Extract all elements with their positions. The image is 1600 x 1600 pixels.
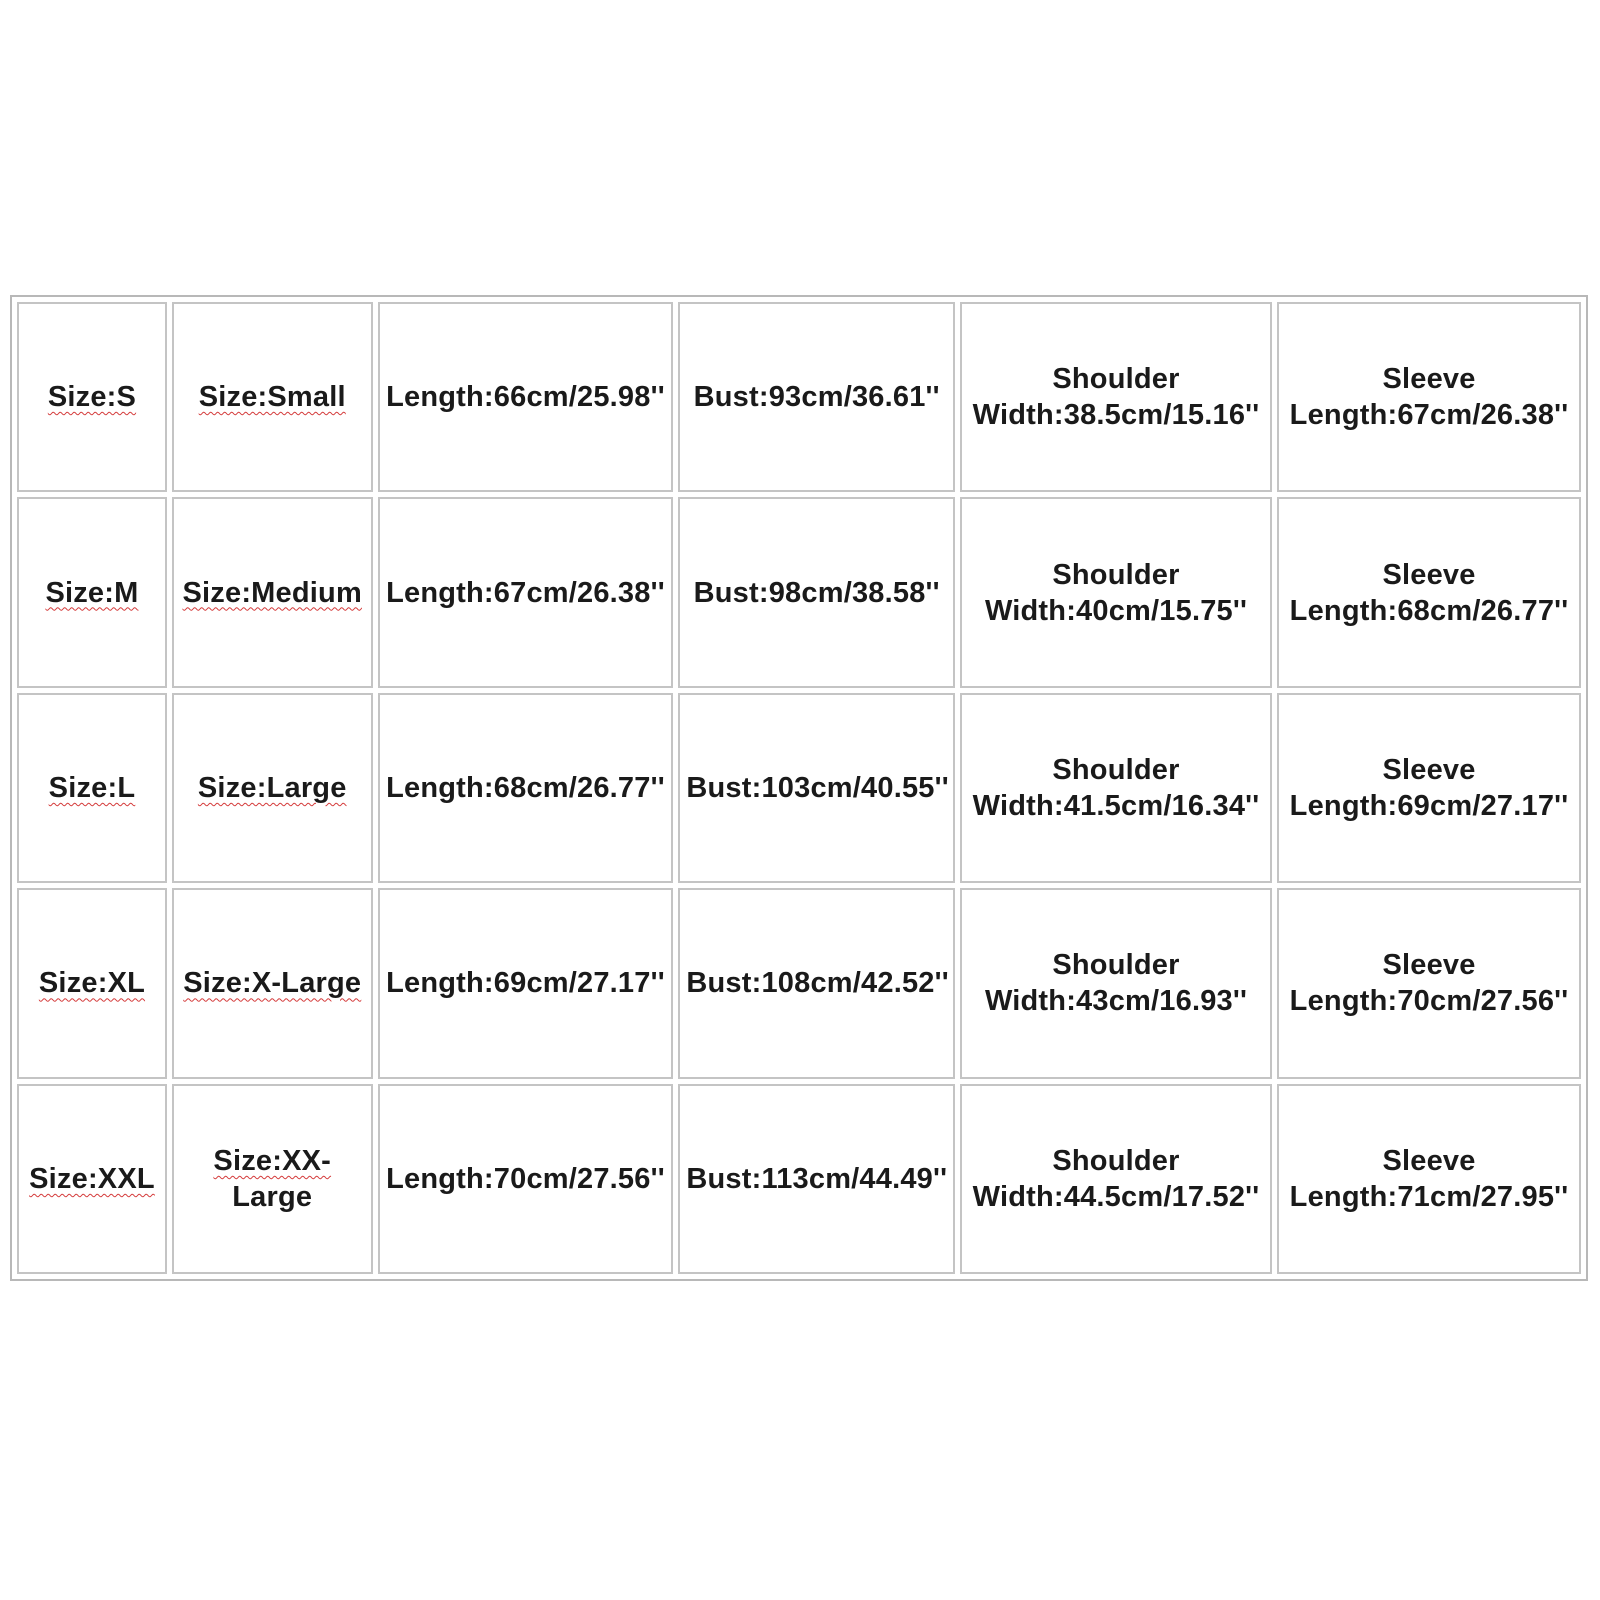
shoulder-width-cell: Shoulder Width:43cm/16.93'' xyxy=(960,888,1272,1078)
length-cell: Length:68cm/26.77'' xyxy=(378,693,674,883)
sleeve-length-cell: Sleeve Length:67cm/26.38'' xyxy=(1277,302,1581,492)
shoulder-width-cell: Shoulder Width:40cm/15.75'' xyxy=(960,497,1272,687)
size-code-cell: Size:XL xyxy=(17,888,167,1078)
size-name-cell: Size:Medium xyxy=(172,497,373,687)
length-cell: Length:69cm/27.17'' xyxy=(378,888,674,1078)
table-row xyxy=(17,497,1581,687)
bust-cell: Bust:103cm/40.55'' xyxy=(678,693,955,883)
table-row xyxy=(17,693,1581,883)
sleeve-length-cell: Sleeve Length:71cm/27.95'' xyxy=(1277,1084,1581,1274)
size-chart xyxy=(10,295,1588,1281)
size-code-cell: Size:S xyxy=(17,302,167,492)
size-code-cell: Size:XXL xyxy=(17,1084,167,1274)
size-code-cell: Size:L xyxy=(17,693,167,883)
table-row xyxy=(17,888,1581,1078)
size-name-cell: Size:X-Large xyxy=(172,888,373,1078)
size-table xyxy=(12,297,1586,1279)
shoulder-width-cell: Shoulder Width:38.5cm/15.16'' xyxy=(960,302,1272,492)
length-cell: Length:66cm/25.98'' xyxy=(378,302,674,492)
size-code-cell: Size:M xyxy=(17,497,167,687)
length-cell: Length:70cm/27.56'' xyxy=(378,1084,674,1274)
size-name-cell: Size:Small xyxy=(172,302,373,492)
bust-cell: Bust:98cm/38.58'' xyxy=(678,497,955,687)
size-name-cell: Size:Large xyxy=(172,693,373,883)
sleeve-length-cell: Sleeve Length:70cm/27.56'' xyxy=(1277,888,1581,1078)
length-cell: Length:67cm/26.38'' xyxy=(378,497,674,687)
bust-cell: Bust:108cm/42.52'' xyxy=(678,888,955,1078)
bust-cell: Bust:113cm/44.49'' xyxy=(678,1084,955,1274)
sleeve-length-cell: Sleeve Length:69cm/27.17'' xyxy=(1277,693,1581,883)
table-row xyxy=(17,302,1581,492)
table-row xyxy=(17,1084,1581,1274)
size-name-cell: Size:XX- Large xyxy=(172,1084,373,1274)
sleeve-length-cell: Sleeve Length:68cm/26.77'' xyxy=(1277,497,1581,687)
bust-cell: Bust:93cm/36.61'' xyxy=(678,302,955,492)
shoulder-width-cell: Shoulder Width:41.5cm/16.34'' xyxy=(960,693,1272,883)
shoulder-width-cell: Shoulder Width:44.5cm/17.52'' xyxy=(960,1084,1272,1274)
